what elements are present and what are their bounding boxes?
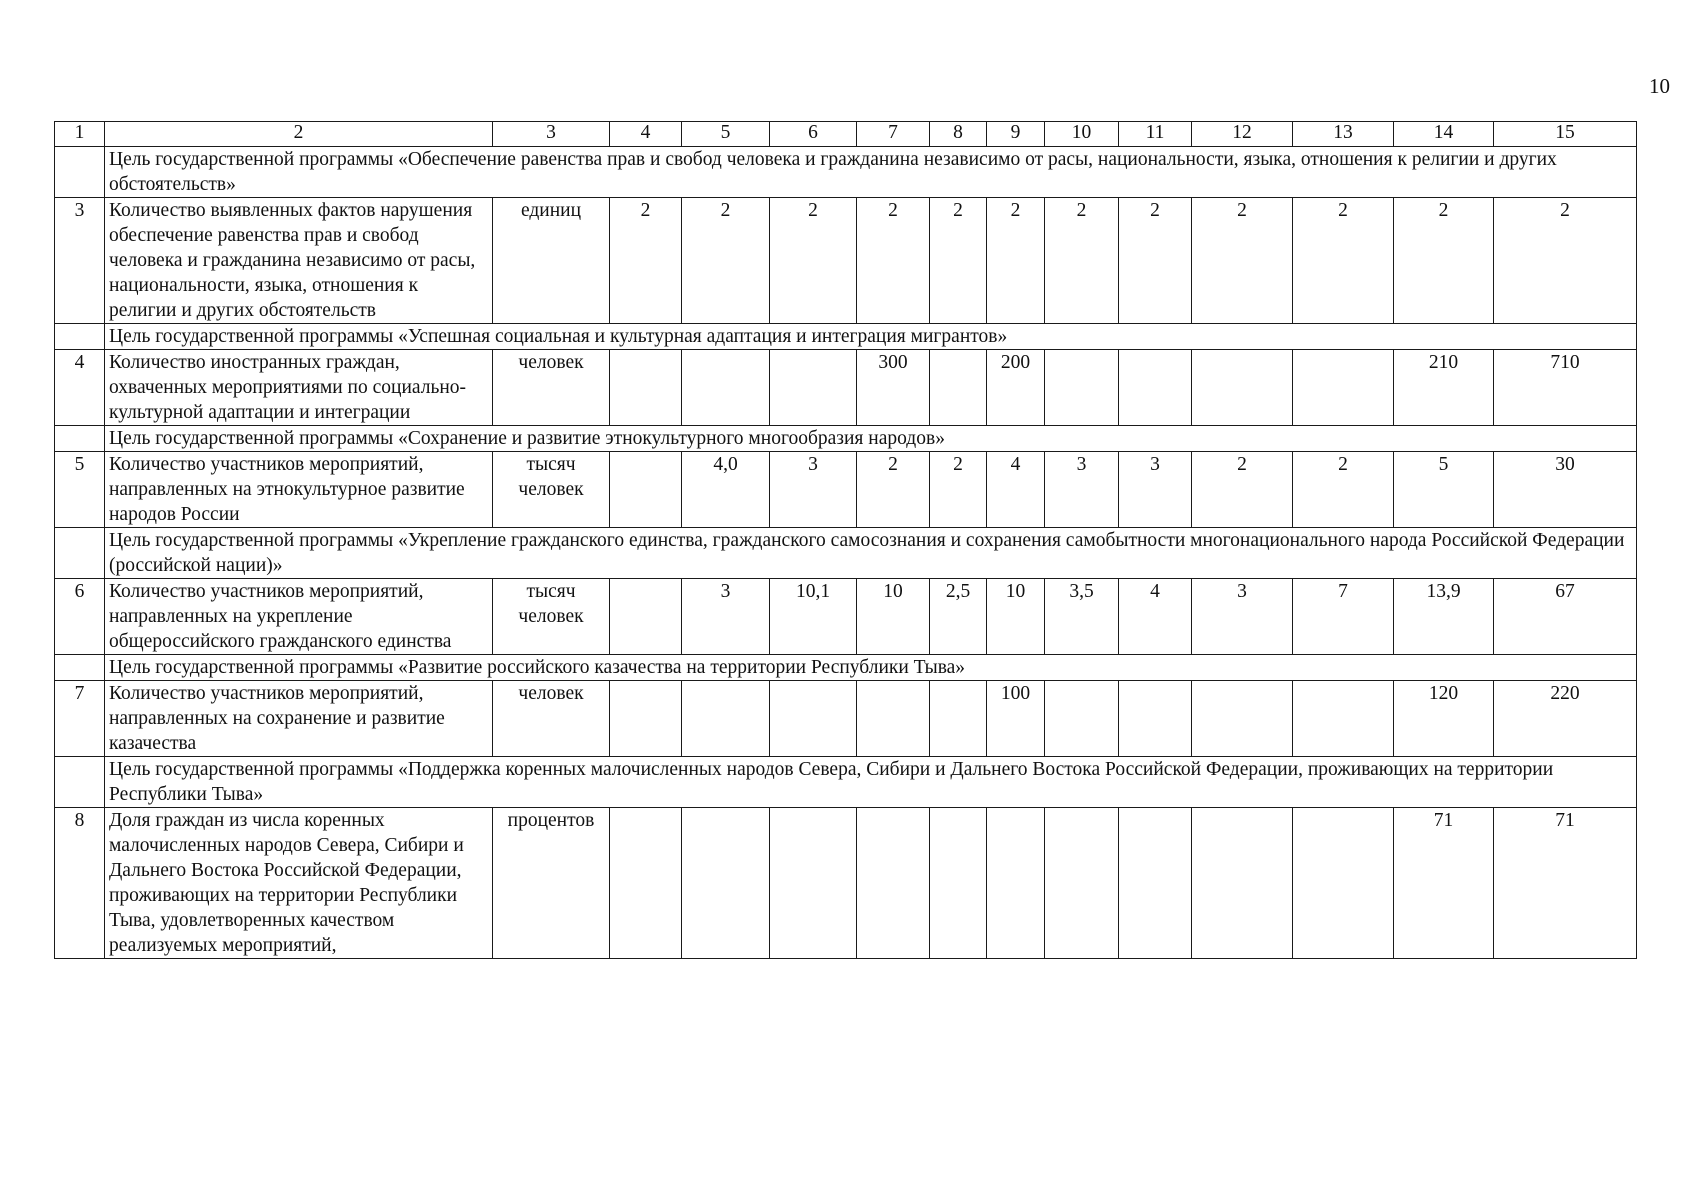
column-header: 1: [55, 122, 105, 147]
goal-row: [55, 528, 1637, 579]
indicator-row: [55, 350, 1637, 426]
value-cell: [770, 350, 857, 426]
value-cell: [610, 350, 682, 426]
row-number: 3: [55, 198, 105, 324]
indicator-name: Количество выявленных фактов нарушения обеспечение равенства прав и свобод человека и гражданина независимо от расы, национальности, языка, отношения к религии и других обстоятельств: [105, 198, 493, 324]
goal-row: [55, 655, 1637, 681]
column-header: 12: [1192, 122, 1293, 147]
page-number: 10: [1649, 74, 1670, 98]
goal-row-number-cell: [55, 528, 105, 579]
column-header: 13: [1293, 122, 1394, 147]
value-cell: 4: [1119, 579, 1192, 655]
value-cell: 3: [1045, 452, 1119, 528]
value-cell: 200: [987, 350, 1045, 426]
value-cell: 2,5: [930, 579, 987, 655]
value-cell: 220: [1494, 681, 1637, 757]
header-row: [55, 122, 1637, 147]
value-cell: [1119, 350, 1192, 426]
value-cell: 3: [770, 452, 857, 528]
goal-row: [55, 147, 1637, 198]
goal-text: Цель государственной программы «Сохранение и развитие этнокультурного многообразия народов»: [105, 426, 1637, 452]
unit-cell: процентов: [493, 808, 610, 959]
value-cell: 4: [987, 452, 1045, 528]
indicator-row: [55, 681, 1637, 757]
column-header: 15: [1494, 122, 1637, 147]
indicator-name: Количество участников мероприятий, направленных на сохранение и развитие казачества: [105, 681, 493, 757]
indicator-row: [55, 452, 1637, 528]
unit-cell: единиц: [493, 198, 610, 324]
value-cell: [610, 681, 682, 757]
value-cell: [857, 681, 930, 757]
value-cell: [930, 681, 987, 757]
value-cell: 2: [1293, 198, 1394, 324]
column-header: 7: [857, 122, 930, 147]
value-cell: 3: [682, 579, 770, 655]
value-cell: [682, 681, 770, 757]
value-cell: 100: [987, 681, 1045, 757]
row-number: 6: [55, 579, 105, 655]
value-cell: 3: [1119, 452, 1192, 528]
goal-row-number-cell: [55, 757, 105, 808]
value-cell: [1293, 350, 1394, 426]
value-cell: 2: [610, 198, 682, 324]
goal-row-number-cell: [55, 655, 105, 681]
value-cell: 2: [1192, 452, 1293, 528]
row-number: 4: [55, 350, 105, 426]
value-cell: [610, 452, 682, 528]
column-header: 2: [105, 122, 493, 147]
column-header: 14: [1394, 122, 1494, 147]
value-cell: 67: [1494, 579, 1637, 655]
indicators-table: [54, 121, 1637, 959]
goal-text: Цель государственной программы «Обеспечение равенства прав и свобод человека и гражданина независимо от расы, национальности, языка, отношения к религии и других обстоятельств»: [105, 147, 1637, 198]
value-cell: [770, 681, 857, 757]
value-cell: 30: [1494, 452, 1637, 528]
value-cell: 2: [770, 198, 857, 324]
value-cell: 2: [1394, 198, 1494, 324]
value-cell: [1045, 350, 1119, 426]
value-cell: 2: [1192, 198, 1293, 324]
value-cell: 210: [1394, 350, 1494, 426]
value-cell: [610, 808, 682, 959]
value-cell: [930, 350, 987, 426]
column-header: 9: [987, 122, 1045, 147]
value-cell: [1192, 350, 1293, 426]
indicator-name: Количество участников мероприятий, направленных на укрепление общероссийского гражданского единства: [105, 579, 493, 655]
value-cell: [857, 808, 930, 959]
value-cell: [1045, 681, 1119, 757]
value-cell: 4,0: [682, 452, 770, 528]
value-cell: 71: [1394, 808, 1494, 959]
goal-row-number-cell: [55, 147, 105, 198]
goal-row: [55, 426, 1637, 452]
value-cell: [682, 350, 770, 426]
value-cell: 13,9: [1394, 579, 1494, 655]
value-cell: 300: [857, 350, 930, 426]
value-cell: [1119, 808, 1192, 959]
unit-cell: человек: [493, 350, 610, 426]
value-cell: 710: [1494, 350, 1637, 426]
value-cell: 2: [1119, 198, 1192, 324]
value-cell: [987, 808, 1045, 959]
value-cell: 2: [857, 198, 930, 324]
column-header: 8: [930, 122, 987, 147]
value-cell: 10: [987, 579, 1045, 655]
indicator-row: [55, 808, 1637, 959]
goal-text: Цель государственной программы «Укрепление гражданского единства, гражданского самосознания и сохранения самобытности многонационального народа Российской Федерации (российской нации)»: [105, 528, 1637, 579]
indicator-row: [55, 579, 1637, 655]
value-cell: [610, 579, 682, 655]
indicator-name: Доля граждан из числа коренных малочисленных народов Севера, Сибири и Дальнего Востока Российской Федерации, проживающих на территории Республики Тыва, удовлетворенных качеством реализуемых мероприятий,: [105, 808, 493, 959]
goal-row: [55, 757, 1637, 808]
column-header: 10: [1045, 122, 1119, 147]
value-cell: 2: [930, 452, 987, 528]
value-cell: 2: [1045, 198, 1119, 324]
row-number: 5: [55, 452, 105, 528]
value-cell: [1119, 681, 1192, 757]
column-header: 3: [493, 122, 610, 147]
column-header: 11: [1119, 122, 1192, 147]
value-cell: [1192, 681, 1293, 757]
goal-row-number-cell: [55, 324, 105, 350]
value-cell: [1293, 681, 1394, 757]
value-cell: 2: [1293, 452, 1394, 528]
row-number: 7: [55, 681, 105, 757]
value-cell: 120: [1394, 681, 1494, 757]
value-cell: 10,1: [770, 579, 857, 655]
unit-cell: тысяч человек: [493, 452, 610, 528]
indicator-row: [55, 198, 1637, 324]
value-cell: 2: [857, 452, 930, 528]
unit-cell: человек: [493, 681, 610, 757]
value-cell: 5: [1394, 452, 1494, 528]
value-cell: [1192, 808, 1293, 959]
value-cell: [1045, 808, 1119, 959]
value-cell: 3,5: [1045, 579, 1119, 655]
value-cell: 2: [1494, 198, 1637, 324]
indicator-name: Количество участников мероприятий, направленных на этнокультурное развитие народов России: [105, 452, 493, 528]
goal-text: Цель государственной программы «Успешная социальная и культурная адаптация и интеграция мигрантов»: [105, 324, 1637, 350]
value-cell: 3: [1192, 579, 1293, 655]
value-cell: 2: [682, 198, 770, 324]
value-cell: 71: [1494, 808, 1637, 959]
value-cell: 2: [987, 198, 1045, 324]
value-cell: [1293, 808, 1394, 959]
value-cell: [770, 808, 857, 959]
value-cell: 10: [857, 579, 930, 655]
indicator-name: Количество иностранных граждан, охваченных мероприятиями по социально-культурной адаптации и интеграции: [105, 350, 493, 426]
goal-row-number-cell: [55, 426, 105, 452]
value-cell: [930, 808, 987, 959]
goal-text: Цель государственной программы «Развитие российского казачества на территории Республики Тыва»: [105, 655, 1637, 681]
unit-cell: тысяч человек: [493, 579, 610, 655]
column-header: 6: [770, 122, 857, 147]
value-cell: 7: [1293, 579, 1394, 655]
goal-row: [55, 324, 1637, 350]
column-header: 5: [682, 122, 770, 147]
value-cell: [682, 808, 770, 959]
row-number: 8: [55, 808, 105, 959]
value-cell: 2: [930, 198, 987, 324]
goal-text: Цель государственной программы «Поддержка коренных малочисленных народов Севера, Сибири и Дальнего Востока Российской Федерации, проживающих на территории Республики Тыва»: [105, 757, 1637, 808]
column-header: 4: [610, 122, 682, 147]
